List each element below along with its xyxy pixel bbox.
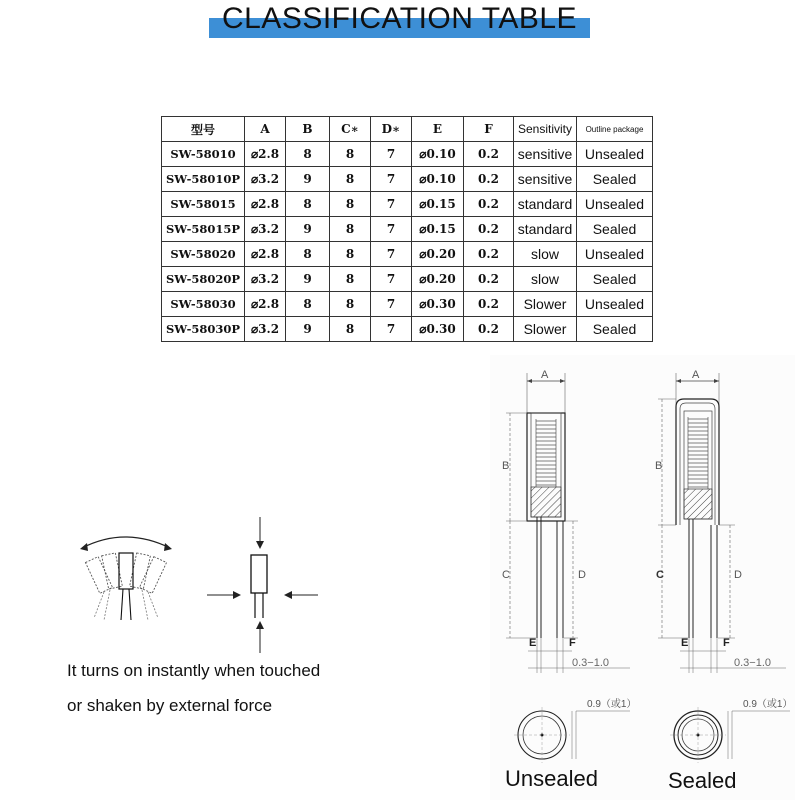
table-cell: 9 [286,217,330,242]
table-cell: 8 [330,292,371,317]
table-cell: 0.2 [464,217,514,242]
sealed-lead-range: 0.3−1.0 [734,657,772,669]
table-cell: 7 [371,217,412,242]
caption-line-2: or shaken by external force [67,696,273,715]
tilt-illustration [70,520,180,630]
sealed-dim-e: E [681,637,689,649]
table-cell: 8 [330,217,371,242]
table-cell: 0.2 [464,267,514,292]
table-cell: 7 [371,142,412,167]
table-cell: 9 [286,267,330,292]
sealed-label: Sealed [668,768,737,793]
table-cell: 0.2 [464,142,514,167]
header-b: B [286,117,330,142]
table-cell: SW-58010P [162,167,245,192]
table-cell: Unsealed [577,142,653,167]
table-cell: 0.2 [464,317,514,342]
page-title: CLASSIFICATION TABLE [221,2,578,35]
header-e: E [412,117,464,142]
table-cell: Unsealed [577,192,653,217]
table-cell: 8 [330,242,371,267]
table-cell: ⌀3.2 [245,267,286,292]
table-cell: 8 [330,192,371,217]
table-cell: 8 [330,167,371,192]
table-row [162,267,653,292]
sealed-dim-a: A [692,369,700,381]
table-cell: standard [514,217,577,242]
table-cell: 7 [371,292,412,317]
table-cell: ⌀3.2 [245,217,286,242]
table-cell: ⌀2.8 [245,142,286,167]
table-cell: SW-58020P [162,267,245,292]
table-cell: slow [514,267,577,292]
table-cell: ⌀0.20 [412,242,464,267]
table-cell: 8 [286,292,330,317]
header-a: A [245,117,286,142]
table-cell: ⌀0.15 [412,192,464,217]
table-cell: 8 [286,192,330,217]
table-cell: 7 [371,267,412,292]
unsealed-dim-b: B [502,460,510,472]
unsealed-dim-f: F [569,637,576,649]
table-cell: 8 [330,267,371,292]
unsealed-lead-range: 0.3−1.0 [572,657,610,669]
unsealed-dim-a: A [541,369,549,381]
table-cell: Unsealed [577,292,653,317]
table-cell: 0.2 [464,192,514,217]
classification-table [161,116,653,342]
table-cell: sensitive [514,167,577,192]
table-row [162,317,653,342]
table-cell: Sealed [577,167,653,192]
table-cell: ⌀3.2 [245,167,286,192]
header-sensitivity: Sensitivity [514,117,577,142]
table-cell: ⌀2.8 [245,242,286,267]
table-cell: ⌀3.2 [245,317,286,342]
table-cell: 7 [371,242,412,267]
table-row [162,192,653,217]
table-cell: ⌀0.30 [412,317,464,342]
table-cell: Sealed [577,317,653,342]
table-cell: 9 [286,317,330,342]
unsealed-dim-d: D [578,569,586,581]
table-cell: 8 [286,242,330,267]
header-outline-package: Outline package [577,117,653,142]
table-row [162,292,653,317]
header-model: 型号 [162,117,245,142]
sealed-dim-f: F [723,637,730,649]
sealed-dim-d: D [734,569,742,581]
unsealed-label: Unsealed [505,766,598,791]
table-cell: SW-58015 [162,192,245,217]
table-cell: 8 [330,317,371,342]
header-f: F [464,117,514,142]
table-cell: ⌀0.30 [412,292,464,317]
table-cell: SW-58030P [162,317,245,342]
sealed-dim-c: C [656,569,664,581]
table-cell: 7 [371,192,412,217]
table-cell: Slower [514,292,577,317]
table-row [162,167,653,192]
table-cell: ⌀2.8 [245,292,286,317]
unsealed-end-dim: 0.9（或1） [587,699,637,710]
table-cell: 8 [286,142,330,167]
table-cell: 8 [330,142,371,167]
table-cell: 9 [286,167,330,192]
table-cell: Unsealed [577,242,653,267]
table-row [162,217,653,242]
table-row [162,242,653,267]
sealed-end-dim: 0.9（或1） [743,699,793,710]
table-cell: ⌀0.10 [412,142,464,167]
table-cell: sensitive [514,142,577,167]
sealed-dim-b: B [655,460,663,472]
table-cell: SW-58015P [162,217,245,242]
force-illustration [205,515,320,655]
table-cell: 0.2 [464,242,514,267]
table-cell: SW-58010 [162,142,245,167]
table-cell: 7 [371,167,412,192]
header-c: C∗ [330,117,371,142]
table-cell: slow [514,242,577,267]
table-cell: Sealed [577,267,653,292]
technical-drawings [490,355,795,800]
table-cell: SW-58020 [162,242,245,267]
unsealed-dim-c: C [502,569,510,581]
unsealed-dim-e: E [529,637,537,649]
table-cell: 7 [371,317,412,342]
table-cell: ⌀0.10 [412,167,464,192]
table-cell: 0.2 [464,292,514,317]
table-cell: 0.2 [464,167,514,192]
table-row [162,142,653,167]
table-cell: ⌀0.15 [412,217,464,242]
table-header-row [162,117,653,142]
table-cell: standard [514,192,577,217]
caption-line-1: It turns on instantly when touched [67,661,321,680]
table-cell: ⌀0.20 [412,267,464,292]
header-d: D∗ [371,117,412,142]
table-cell: Slower [514,317,577,342]
table-cell: ⌀2.8 [245,192,286,217]
table-cell: Sealed [577,217,653,242]
table-cell: SW-58030 [162,292,245,317]
